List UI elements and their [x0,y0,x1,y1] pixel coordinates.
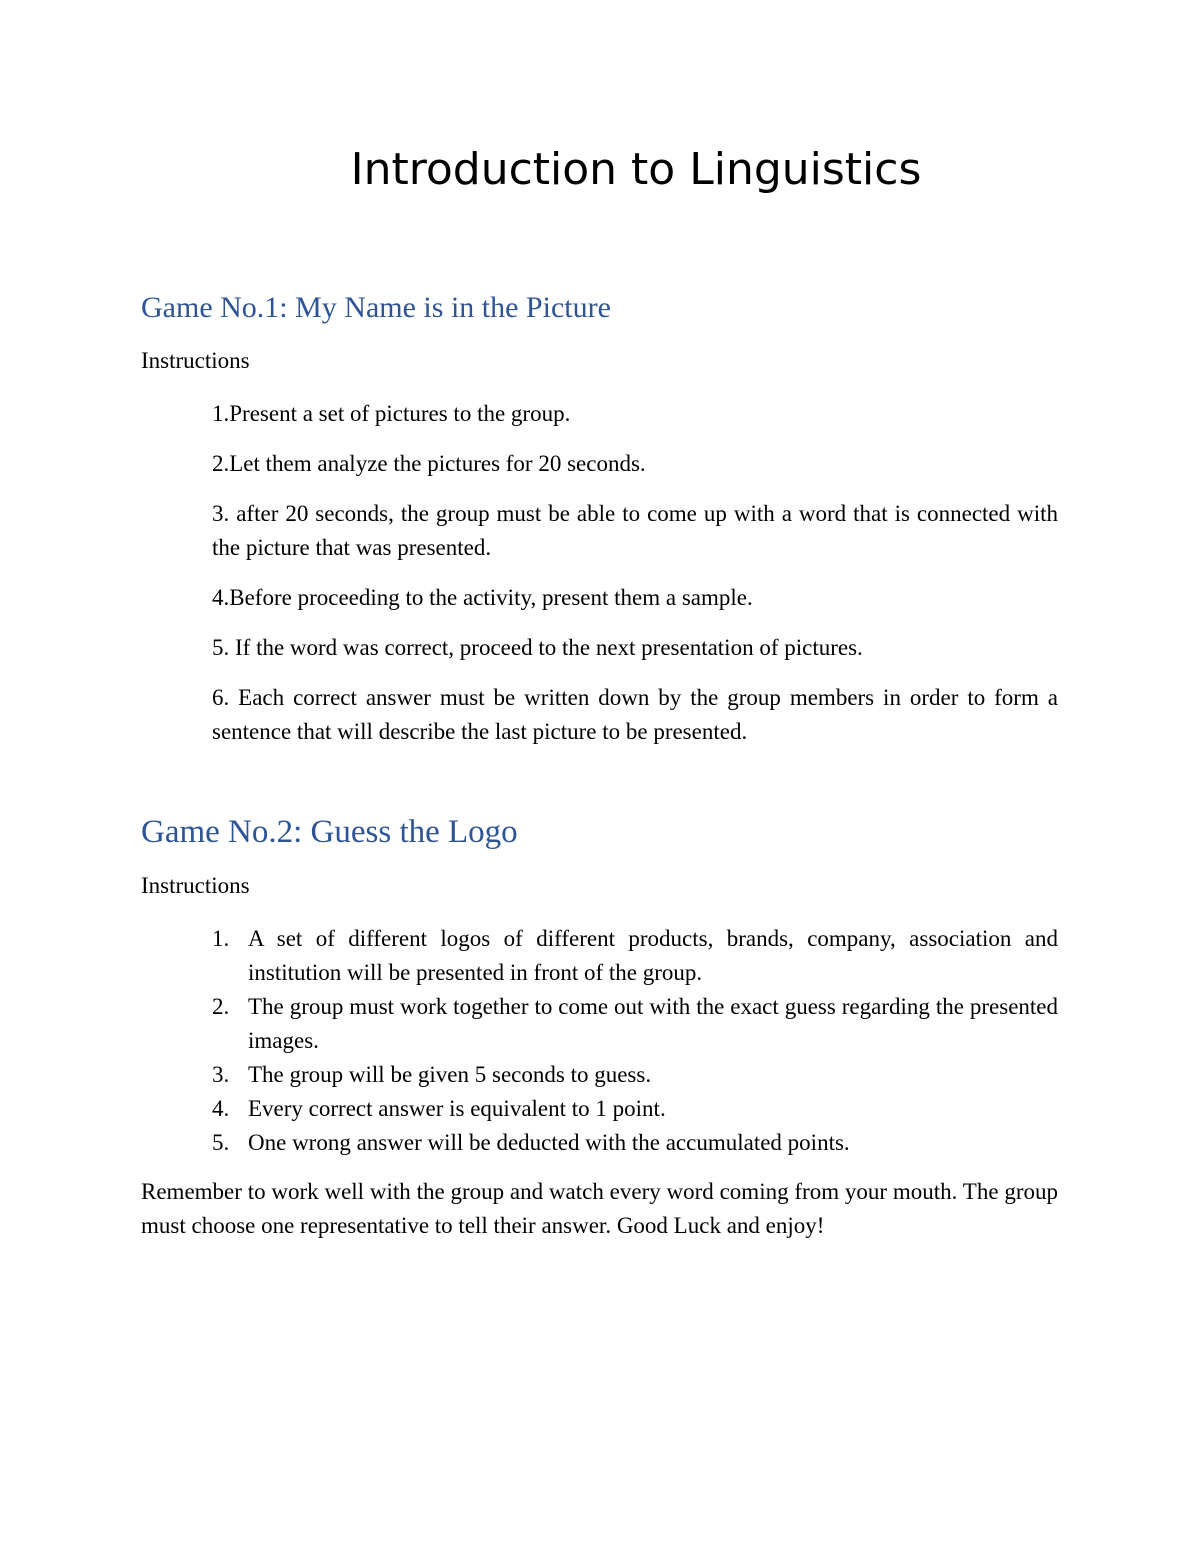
game-1-steps [212,397,1058,749]
step-text: One wrong answer will be deducted with the accumulated points. [248,1130,850,1155]
game-2-step [212,990,1058,1058]
step-text: Every correct answer is equivalent to 1 point. [248,1096,666,1121]
document-title: Introduction to Linguistics [350,144,922,195]
game-1-step: 5. If the word was correct, proceed to the next presentation of pictures. [212,635,863,660]
closing-paragraph: Remember to work well with the group and watch every word coming from your mouth. The group must choose one representative to tell their answer. Good Luck and enjoy! [141,1179,1058,1238]
game-1-step: 1.Present a set of pictures to the group. [212,401,571,426]
game-1-heading: Game No.1: My Name is in the Picture [141,291,611,324]
step-number: 5. [212,1130,230,1155]
game-2-instructions-label: Instructions [141,873,250,898]
game-2-step [212,1126,1058,1160]
game-2-step [212,922,1058,990]
step-number: 4. [212,1096,230,1121]
step-text: A set of different logos of different products, brands, company, association and institution will be presented in front of the group. [248,926,1058,985]
game-1-step: 3. after 20 seconds, the group must be able to come up with a word that is connected with the picture that was presented. [212,501,1058,560]
step-number: 3. [212,1062,230,1087]
game-1-step: 2.Let them analyze the pictures for 20 seconds. [212,451,646,476]
game-2-step [212,1092,1058,1126]
step-text: The group must work together to come out with the exact guess regarding the presented images. [248,994,1058,1053]
step-number: 2. [212,994,230,1019]
game-2-heading: Game No.2: Guess the Logo [141,814,518,850]
game-1-instructions-label: Instructions [141,348,250,373]
step-number: 1. [212,926,230,951]
game-2-step [212,1058,1058,1092]
game-1-step: 4.Before proceeding to the activity, present them a sample. [212,585,753,610]
game-1-step: 6. Each correct answer must be written down by the group members in order to form a sentence that will describe the last picture to be presented. [212,685,1058,744]
step-text: The group will be given 5 seconds to guess. [248,1062,652,1087]
game-2-steps [212,922,1058,1160]
